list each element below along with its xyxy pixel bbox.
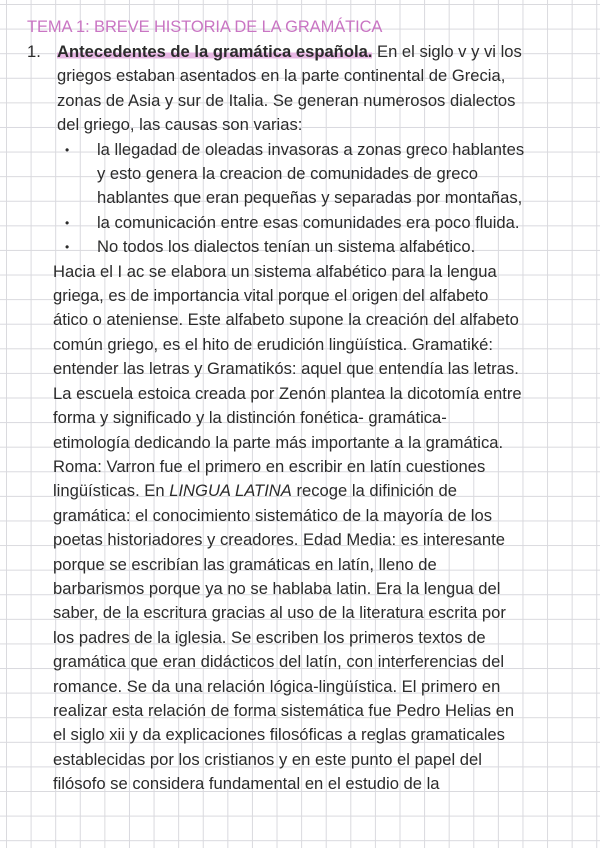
body-line: forma y significado y la distinción fonética- gramática- bbox=[53, 408, 447, 428]
note-content bbox=[27, 40, 593, 797]
intro-line: zonas de Asia y sur de Italia. Se generan numerosos dialectos bbox=[57, 90, 516, 110]
body-line: porque se escribían las gramáticas en latín, lleno de bbox=[53, 554, 437, 574]
body-line: romance. Se da una relación lógica-lingüística. El primero en bbox=[53, 676, 501, 696]
intro-line bbox=[57, 40, 593, 64]
book-title: LINGUA LATINA bbox=[169, 481, 292, 501]
body-line: barbarismos porque ya no se hablaba latin. Era la lengua del bbox=[53, 578, 501, 598]
body-line: el siglo xii y da explicaciones filosóficas a reglas gramaticales bbox=[53, 725, 505, 745]
body-line bbox=[53, 479, 593, 503]
body-line: gramática: el conocimiento sistemático de la mayoría de los bbox=[53, 505, 493, 525]
bullet-line: hablantes que eran pequeñas y separadas por montañas, bbox=[97, 188, 523, 208]
body-line: filósofo se considera fundamental en el estudio de la bbox=[53, 774, 440, 794]
body-line: Hacia el I ac se elabora un sistema alfabético para la lengua bbox=[53, 261, 497, 281]
body-line: entender las letras y Gramatikós: aquel que entendía las letras. bbox=[53, 359, 519, 379]
intro-line: griegos estaban asentados en la parte continental de Grecia, bbox=[57, 66, 506, 86]
bullet-line: la llegadad de oleadas invasoras a zonas greco hablantes bbox=[97, 139, 525, 159]
bullet-text bbox=[97, 211, 593, 235]
body-line: saber, de la escritura gracias al uso de la literatura escrita por bbox=[53, 603, 506, 623]
bullet-text bbox=[97, 235, 593, 259]
body-line: poetas historiadores y creadores. Edad Media: es interesante bbox=[53, 530, 505, 550]
intro-line: del griego, las causas son varias: bbox=[57, 115, 303, 135]
bullet-icon: • bbox=[65, 240, 70, 255]
bullet-line: No todos los dialectos tenían un sistema alfabético. bbox=[97, 237, 476, 257]
section-number: 1. bbox=[27, 42, 41, 61]
section-body bbox=[57, 40, 593, 260]
body-line: realizar esta relación de forma sistemática fue Pedro Helias en bbox=[53, 700, 515, 720]
page-title: TEMA 1: BREVE HISTORIA DE LA GRAMÁTICA bbox=[27, 18, 383, 36]
section-item bbox=[27, 40, 593, 260]
body-line: establecidas por los cristianos y en este punto el papel del bbox=[53, 749, 482, 769]
bullet-line: y esto genera la creacion de comunidades de greco bbox=[97, 164, 478, 184]
section-heading: Antecedentes de la gramática española. bbox=[57, 42, 373, 61]
list-item bbox=[57, 235, 593, 259]
text-run: lingüísticas. En bbox=[53, 481, 170, 501]
body-line: Roma: Varron fue el primero en escribir en latín cuestiones bbox=[53, 456, 486, 476]
bullet-text bbox=[97, 138, 593, 211]
body-line: los padres de la iglesia. Se escriben los primeros textos de bbox=[53, 627, 486, 647]
text-run: recoge la difinición de bbox=[291, 481, 457, 501]
body-line: griega, es de importancia vital porque el origen del alfabeto bbox=[53, 286, 489, 306]
body-line: etimología dedicando la parte más importante a la gramática. bbox=[53, 432, 504, 452]
body-paragraph bbox=[53, 260, 593, 797]
bullet-icon: • bbox=[65, 215, 70, 230]
body-line: común griego, es el hito de erudición lingüística. Gramatiké: bbox=[53, 334, 493, 354]
bullet-line: la comunicación entre esas comunidades era poco fluida. bbox=[97, 212, 520, 232]
body-line: La escuela estoica creada por Zenón plantea la dicotomía entre bbox=[53, 383, 522, 403]
list-item bbox=[57, 211, 593, 235]
list-item bbox=[57, 138, 593, 211]
intro-text: En el siglo v y vi los bbox=[372, 42, 522, 61]
bullet-list bbox=[57, 138, 593, 260]
body-line: ático o ateniense. Este alfabeto supone la creación del alfabeto bbox=[53, 310, 519, 330]
bullet-icon: • bbox=[65, 142, 70, 157]
body-line: gramática que eran didácticos del latín, con interferencias del bbox=[53, 652, 505, 672]
